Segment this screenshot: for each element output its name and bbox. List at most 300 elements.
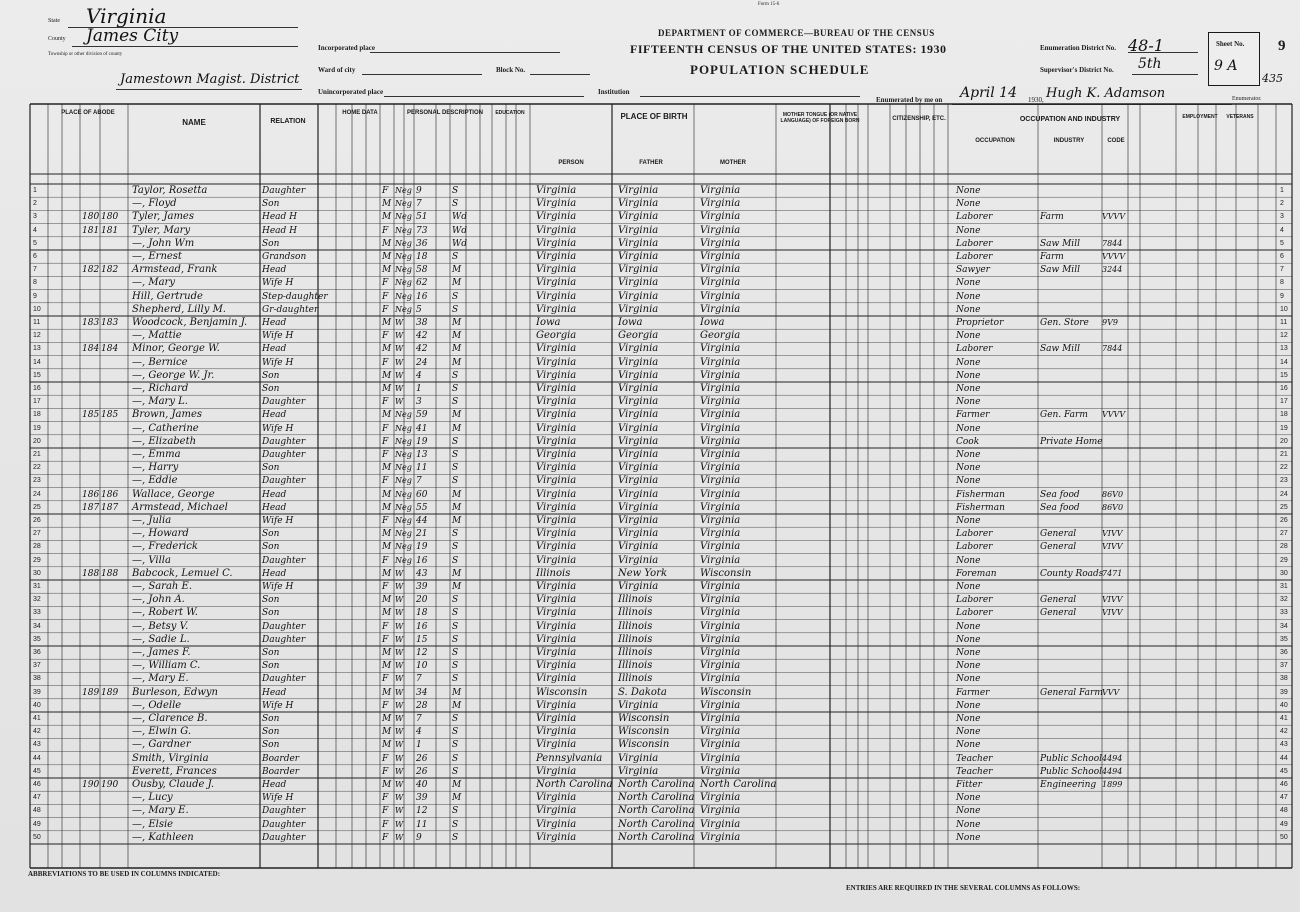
birthplace-person: Virginia xyxy=(536,581,577,592)
sex: F xyxy=(382,832,389,843)
age: 12 xyxy=(416,648,428,658)
person-name: Minor, George W. xyxy=(132,343,220,355)
occupation: None xyxy=(956,304,981,315)
line-number-right: 37 xyxy=(1280,662,1288,670)
section-home-data: HOME DATA xyxy=(342,110,378,116)
line-number-right: 2 xyxy=(1280,200,1284,208)
occupation-code: VVVV xyxy=(1102,212,1126,222)
marital-status: S xyxy=(452,621,459,632)
sex: F xyxy=(382,304,389,315)
relation: Son xyxy=(262,238,280,249)
line-number: 11 xyxy=(33,319,41,326)
sex: M xyxy=(382,661,392,672)
age: 1 xyxy=(416,384,422,394)
state-label: State xyxy=(48,18,60,24)
relation: Boarder xyxy=(262,766,300,777)
line-number: 50 xyxy=(33,833,41,841)
line-number-right: 34 xyxy=(1280,622,1288,630)
age: 58 xyxy=(416,265,428,276)
age: 21 xyxy=(416,529,428,540)
age: 7 xyxy=(416,714,422,724)
sex: M xyxy=(382,384,392,394)
person-name: Woodcock, Benjamin J. xyxy=(132,317,248,328)
birthplace-person: Virginia xyxy=(536,475,577,487)
marital-status: M xyxy=(452,318,462,328)
sex: F xyxy=(382,700,389,711)
birthplace-mother: Virginia xyxy=(700,607,741,619)
birthplace-mother: Virginia xyxy=(700,449,741,460)
sex: F xyxy=(382,555,389,566)
birthplace-father: Virginia xyxy=(618,422,659,434)
line-number-right: 26 xyxy=(1280,517,1288,524)
line-number-right: 33 xyxy=(1280,609,1288,617)
person-name: —, Elsie xyxy=(132,818,174,830)
line-number: 8 xyxy=(33,279,37,287)
relation: Daughter xyxy=(262,832,306,843)
schedule-title: POPULATION SCHEDULE xyxy=(690,62,870,77)
race: W xyxy=(395,793,404,803)
birthplace-mother: Virginia xyxy=(700,673,741,685)
line-number-right: 22 xyxy=(1280,464,1288,472)
age: 43 xyxy=(416,568,428,579)
dwelling-number: 185 xyxy=(82,410,100,421)
race: Neg xyxy=(395,304,412,314)
birthplace-mother: Virginia xyxy=(700,303,741,315)
line-number: 31 xyxy=(33,583,41,590)
relation: Son xyxy=(262,542,280,553)
occupation: None xyxy=(956,370,981,381)
subhead-father: FATHER xyxy=(639,160,663,166)
person-name: —, Mary xyxy=(132,277,175,289)
marital-status: S xyxy=(452,529,459,540)
race: W xyxy=(395,700,404,710)
person-name: —, Ernest xyxy=(132,251,182,262)
birthplace-mother: Virginia xyxy=(700,528,741,540)
marital-status: S xyxy=(452,476,459,487)
line-number: 17 xyxy=(33,398,41,406)
birthplace-father: Virginia xyxy=(618,290,659,302)
sex: F xyxy=(382,357,389,368)
family-number: 181 xyxy=(101,225,119,236)
enumerated-label: Enumerated by me on xyxy=(876,96,943,104)
person-name: —, Julia xyxy=(132,515,172,526)
birthplace-mother: Virginia xyxy=(700,594,741,606)
occupation: None xyxy=(956,199,981,210)
relation: Daughter xyxy=(262,397,306,408)
occupation-code: VVVV xyxy=(1102,252,1126,261)
line-number-right: 28 xyxy=(1280,543,1288,551)
birthplace-mother: Virginia xyxy=(700,501,741,513)
birthplace-person: Virginia xyxy=(536,251,577,262)
person-name: —, Richard xyxy=(132,383,189,394)
person-name: —, Kathleen xyxy=(132,831,194,843)
industry: General xyxy=(1040,608,1077,619)
marital-status: S xyxy=(452,252,459,262)
birthplace-father: Virginia xyxy=(618,369,659,381)
birthplace-father: North Carolina xyxy=(618,805,695,817)
relation: Daughter xyxy=(262,621,306,632)
age: 59 xyxy=(416,410,428,421)
line-number: 19 xyxy=(33,424,41,432)
sex: F xyxy=(382,436,389,447)
subhead-code: CODE xyxy=(1107,138,1125,144)
occupation: Teacher xyxy=(956,766,993,777)
birthplace-mother: Virginia xyxy=(700,409,741,421)
birthplace-father: Virginia xyxy=(618,488,659,500)
marital-status: S xyxy=(452,384,459,394)
race: Neg xyxy=(395,199,412,209)
occupation: None xyxy=(956,819,981,830)
marital-status: M xyxy=(452,489,462,500)
relation: Wife H xyxy=(262,278,294,289)
race: W xyxy=(395,832,404,842)
age: 55 xyxy=(416,502,428,513)
marital-status: M xyxy=(452,793,462,804)
race: W xyxy=(395,780,404,789)
dwelling-number: 189 xyxy=(82,687,100,698)
marital-status: S xyxy=(452,304,459,315)
person-name: —, George W. Jr. xyxy=(132,369,215,381)
birthplace-person: Virginia xyxy=(536,396,577,408)
birthplace-father: Virginia xyxy=(618,211,659,223)
age: 3 xyxy=(416,397,422,408)
birthplace-mother: Virginia xyxy=(700,554,741,566)
birthplace-mother: Virginia xyxy=(700,620,741,632)
birthplace-father: Wisconsin xyxy=(618,726,670,738)
occupation: None xyxy=(956,634,981,645)
sex: F xyxy=(382,278,389,289)
marital-status: S xyxy=(452,555,459,566)
birthplace-person: Georgia xyxy=(536,330,577,342)
birthplace-father: North Carolina xyxy=(618,792,695,804)
race: W xyxy=(395,806,404,816)
occupation: None xyxy=(956,555,981,566)
occupation-code: VVV xyxy=(1102,687,1120,697)
person-name: —, Mattie xyxy=(132,330,182,342)
birthplace-mother: Wisconsin xyxy=(700,567,752,579)
section-education: EDUCATION xyxy=(495,110,525,116)
sex: M xyxy=(382,489,392,500)
person-name: —, Elizabeth xyxy=(132,435,197,447)
occupation-code: 4494 xyxy=(1102,766,1123,776)
age: 51 xyxy=(416,212,428,223)
age: 36 xyxy=(416,238,428,249)
age: 60 xyxy=(416,489,428,500)
sex: M xyxy=(382,542,392,553)
industry: Private Home xyxy=(1040,436,1103,447)
industry: General xyxy=(1040,595,1077,606)
line-number: 33 xyxy=(33,609,41,617)
line-number: 4 xyxy=(33,226,37,234)
line-number-right: 40 xyxy=(1280,701,1288,709)
census-title: FIFTEENTH CENSUS OF THE UNITED STATES: 1930 xyxy=(630,42,947,56)
industry: Gen. Farm xyxy=(1040,410,1088,421)
birthplace-person: Virginia xyxy=(536,673,577,685)
occupation: Laborer xyxy=(956,212,993,223)
race: Neg xyxy=(395,186,412,195)
occupation-code: VIVV xyxy=(1102,542,1123,552)
person-name: —, John A. xyxy=(132,594,185,606)
relation: Head xyxy=(262,344,287,355)
relation: Wife H xyxy=(262,331,294,342)
line-number-right: 27 xyxy=(1280,530,1288,538)
birthplace-father: Virginia xyxy=(618,699,659,711)
birthplace-mother: Georgia xyxy=(700,330,741,342)
section-name: NAME xyxy=(182,118,206,127)
birthplace-person: Iowa xyxy=(536,317,561,328)
person-name: —, Mary L. xyxy=(132,396,188,408)
footer-entries-required: ENTRIES ARE REQUIRED IN THE SEVERAL COLUMNS AS FOLLOWS: xyxy=(846,884,1081,892)
line-number: 23 xyxy=(33,477,41,485)
person-name: —, Sadie L. xyxy=(132,633,190,645)
birthplace-mother: Virginia xyxy=(700,237,741,249)
birthplace-person: Virginia xyxy=(536,343,577,355)
birthplace-mother: Virginia xyxy=(700,792,741,804)
occupation: Laborer xyxy=(956,608,993,619)
relation: Head xyxy=(262,318,287,328)
age: 34 xyxy=(416,687,428,698)
birthplace-person: Virginia xyxy=(536,409,577,421)
birthplace-father: Illinois xyxy=(618,660,653,672)
sex: M xyxy=(382,344,392,355)
occupation: Laborer xyxy=(956,252,993,262)
birthplace-mother: Virginia xyxy=(700,343,741,355)
person-name: Armstead, Frank xyxy=(132,264,218,276)
birthplace-mother: Virginia xyxy=(700,475,741,487)
marital-status: S xyxy=(452,753,459,764)
birthplace-person: Virginia xyxy=(536,449,577,460)
sex: M xyxy=(382,265,392,276)
occupation: None xyxy=(956,397,981,408)
subhead-industry: INDUSTRY xyxy=(1053,138,1085,144)
occupation: Teacher xyxy=(956,753,993,764)
industry: General Farm xyxy=(1040,687,1103,698)
race: Neg xyxy=(395,238,412,248)
person-name: Everett, Frances xyxy=(132,765,217,777)
person-name: —, John Wm xyxy=(132,237,195,249)
birthplace-person: Wisconsin xyxy=(536,686,588,698)
occupation-code: 9V9 xyxy=(1102,318,1118,327)
occupation: Cook xyxy=(956,436,980,447)
township-label: Township or other division of county xyxy=(48,52,123,57)
line-number-right: 11 xyxy=(1280,319,1288,326)
line-number: 42 xyxy=(33,728,41,736)
line-number: 10 xyxy=(33,305,41,313)
line-number-right: 23 xyxy=(1280,477,1288,485)
line-number-right: 47 xyxy=(1280,794,1288,802)
person-name: —, Robert W. xyxy=(132,607,198,619)
race: W xyxy=(395,582,404,591)
industry: Sea food xyxy=(1040,489,1080,500)
relation: Daughter xyxy=(262,186,306,196)
race: Neg xyxy=(395,252,412,261)
age: 39 xyxy=(416,793,428,804)
age: 19 xyxy=(416,436,428,447)
sex: F xyxy=(382,291,389,302)
relation: Wife H xyxy=(262,357,294,368)
person-name: Brown, James xyxy=(132,409,203,421)
birthplace-father: Virginia xyxy=(618,475,659,487)
marital-status: S xyxy=(452,463,459,474)
line-number-right: 17 xyxy=(1280,398,1288,406)
line-number: 32 xyxy=(33,596,41,604)
section-occupation-industry: OCCUPATION AND INDUSTRY xyxy=(1019,116,1121,123)
sex: F xyxy=(382,186,389,196)
line-number-right: 44 xyxy=(1280,754,1288,762)
occupation: None xyxy=(956,648,981,658)
birthplace-person: Virginia xyxy=(536,515,577,526)
person-name: Armstead, Michael xyxy=(132,501,228,513)
birthplace-father: Virginia xyxy=(618,462,659,474)
birthplace-mother: Virginia xyxy=(700,185,741,196)
line-number: 15 xyxy=(33,371,41,379)
race: W xyxy=(395,819,404,829)
relation: Head H xyxy=(262,225,298,236)
race: W xyxy=(395,595,404,605)
birthplace-mother: Virginia xyxy=(700,198,741,210)
race: W xyxy=(395,357,404,367)
race: Neg xyxy=(395,450,412,459)
sex: M xyxy=(382,318,392,328)
line-number-right: 3 xyxy=(1280,213,1284,221)
occupation: Laborer xyxy=(956,542,993,553)
birthplace-person: Virginia xyxy=(536,805,577,817)
birthplace-mother: Virginia xyxy=(700,224,741,236)
line-number-right: 21 xyxy=(1280,451,1288,458)
occupation: None xyxy=(956,450,981,460)
marital-status: Wd xyxy=(452,212,468,223)
family-number: 180 xyxy=(101,212,119,223)
section-veterans: VETERANS xyxy=(1226,114,1254,120)
relation: Daughter xyxy=(262,674,306,685)
age: 44 xyxy=(416,516,428,526)
occupation: Foreman xyxy=(956,568,997,579)
line-number: 38 xyxy=(33,675,41,683)
occupation-code: 86V0 xyxy=(1102,489,1124,499)
marital-status: S xyxy=(452,806,459,817)
year-label: 1930, xyxy=(1028,96,1044,104)
line-number: 9 xyxy=(33,292,37,300)
person-name: Hill, Gertrude xyxy=(132,290,203,302)
sex: M xyxy=(382,740,392,751)
line-number-right: 45 xyxy=(1280,767,1288,775)
age: 38 xyxy=(416,318,428,328)
occupation: Farmer xyxy=(956,410,990,421)
birthplace-mother: Virginia xyxy=(700,369,741,381)
marital-status: S xyxy=(452,370,459,381)
birthplace-father: Virginia xyxy=(618,198,659,210)
line-number-right: 14 xyxy=(1280,358,1288,366)
marital-status: S xyxy=(452,634,459,645)
birthplace-father: Illinois xyxy=(618,673,653,685)
line-number: 43 xyxy=(33,741,41,749)
relation: Wife H xyxy=(262,700,294,711)
birthplace-person: Virginia xyxy=(536,528,577,540)
person-name: —, Odelle xyxy=(132,699,182,711)
relation: Son xyxy=(262,727,280,738)
line-number-right: 32 xyxy=(1280,596,1288,604)
birthplace-father: Virginia xyxy=(618,435,659,447)
line-number-right: 42 xyxy=(1280,728,1288,736)
sex: F xyxy=(382,450,389,460)
age: 18 xyxy=(416,608,428,619)
birthplace-mother: Wisconsin xyxy=(700,686,752,698)
sex: M xyxy=(382,608,392,619)
age: 39 xyxy=(416,582,428,592)
age: 24 xyxy=(416,357,428,368)
sex: M xyxy=(382,199,392,210)
occupation-code: VIVV xyxy=(1102,595,1123,605)
birthplace-person: Virginia xyxy=(536,237,577,249)
person-name: —, Howard xyxy=(132,528,189,540)
birthplace-person: Virginia xyxy=(536,660,577,672)
age: 11 xyxy=(416,819,428,830)
enumerator-name: Hugh K. Adamson xyxy=(1046,86,1166,101)
line-number-right: 43 xyxy=(1280,741,1288,749)
birthplace-person: Virginia xyxy=(536,501,577,513)
occupation-code: 4494 xyxy=(1102,753,1123,763)
race: W xyxy=(395,397,404,407)
relation: Wife H xyxy=(262,423,294,434)
birthplace-father: Illinois xyxy=(618,633,653,645)
birthplace-person: Virginia xyxy=(536,488,577,500)
sheet-value: 9 A xyxy=(1214,58,1238,74)
birthplace-person: Virginia xyxy=(536,369,577,381)
relation: Head xyxy=(262,265,287,276)
person-name: —, Betsy V. xyxy=(132,620,189,632)
marital-status: M xyxy=(452,410,462,421)
race: W xyxy=(395,384,404,393)
birthplace-father: Illinois xyxy=(618,620,653,632)
race: Neg xyxy=(395,529,412,539)
birthplace-person: Virginia xyxy=(536,726,577,738)
marital-status: S xyxy=(452,397,459,408)
birthplace-person: Virginia xyxy=(536,356,577,368)
relation: Daughter xyxy=(262,450,306,460)
line-number-right: 4 xyxy=(1280,226,1284,234)
line-number-right: 18 xyxy=(1280,411,1288,419)
dwelling-number: 190 xyxy=(82,780,100,790)
birthplace-person: Virginia xyxy=(536,620,577,632)
age: 4 xyxy=(416,370,422,381)
industry: General xyxy=(1040,542,1077,553)
line-number: 46 xyxy=(33,781,41,788)
race: Neg xyxy=(395,212,412,222)
race: Neg xyxy=(395,410,412,420)
birthplace-father: Virginia xyxy=(618,185,659,196)
age: 16 xyxy=(416,291,428,302)
race: Neg xyxy=(395,489,412,499)
ed-label: Enumeration District No. xyxy=(1040,44,1117,52)
occupation: None xyxy=(956,674,981,685)
line-number: 14 xyxy=(33,358,41,366)
race: W xyxy=(395,608,404,618)
marital-status: S xyxy=(452,832,459,843)
occupation-code: 86V0 xyxy=(1102,502,1124,512)
dwelling-number: 186 xyxy=(82,489,100,500)
race: W xyxy=(395,370,404,380)
line-number: 47 xyxy=(33,794,41,802)
birthplace-father: Iowa xyxy=(618,317,643,328)
line-number-right: 38 xyxy=(1280,675,1288,683)
birthplace-mother: Virginia xyxy=(700,488,741,500)
birthplace-father: Virginia xyxy=(618,409,659,421)
birthplace-mother: Virginia xyxy=(700,805,741,817)
relation: Head xyxy=(262,502,287,513)
occupation: None xyxy=(956,291,981,302)
occupation: Laborer xyxy=(956,529,993,540)
age: 42 xyxy=(416,331,428,342)
